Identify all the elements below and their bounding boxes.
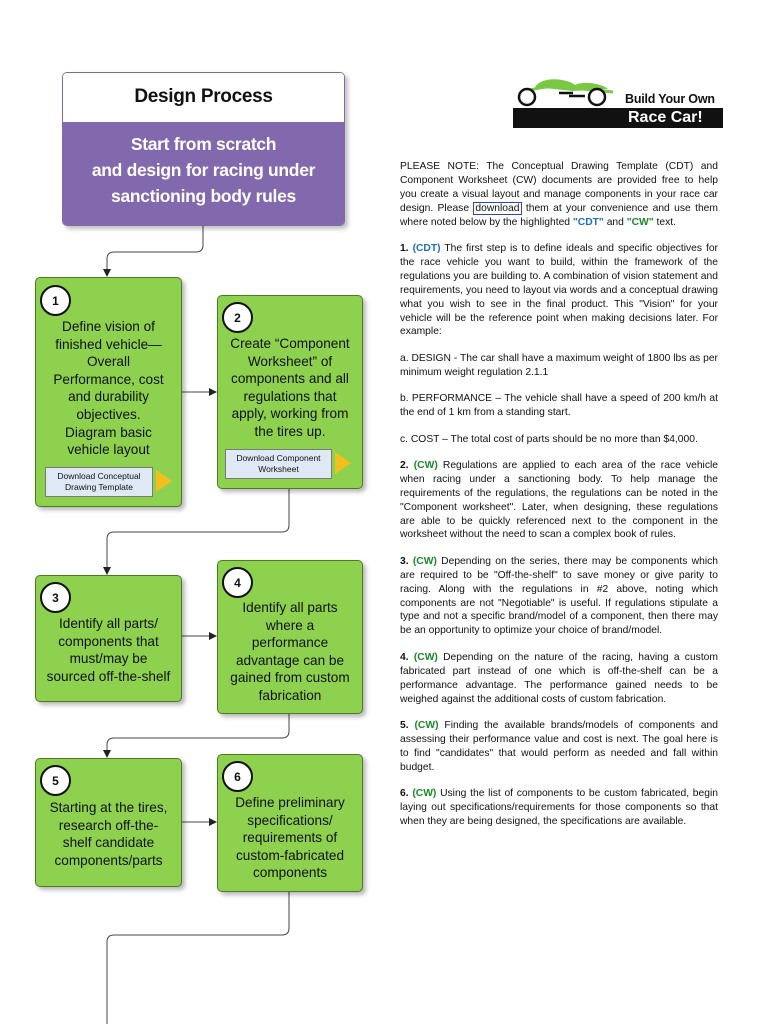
step-line: performance xyxy=(251,635,329,651)
download-component-worksheet-button[interactable] xyxy=(225,449,332,479)
subtitle-line: sanctioning body rules xyxy=(111,186,296,206)
intro-paragraph xyxy=(400,160,718,230)
item-number: 3. xyxy=(400,555,409,567)
step-6-paragraph xyxy=(400,787,718,829)
example-c: c. COST – The total cost of parts should be no more than $4,000. xyxy=(400,433,698,445)
step-line: Starting at the tires, xyxy=(49,800,168,815)
cw-tag: (CW) xyxy=(412,788,437,800)
step-line: gained from custom xyxy=(230,670,350,686)
subtitle-line: and design for racing under xyxy=(91,160,316,180)
download-conceptual-drawing-template-button[interactable] xyxy=(45,467,153,497)
step-6-text xyxy=(222,794,358,882)
step-line: components and all xyxy=(231,371,349,387)
step-6-box xyxy=(217,754,363,892)
step-line: vehicle layout xyxy=(67,442,150,458)
build-your-own-race-car-logo xyxy=(513,75,723,130)
design-process-title: Design Process xyxy=(63,73,344,120)
step-line: apply, working from xyxy=(231,406,349,422)
step-line: Worksheet” of xyxy=(247,353,333,369)
button-line: Worksheet xyxy=(258,464,299,474)
subtitle-line: Start from scratch xyxy=(130,134,277,154)
design-process-header xyxy=(62,72,345,226)
logo-title: Race Car! xyxy=(628,109,703,126)
item-number: 2. xyxy=(400,459,409,471)
text: Regulations are applied to each area of the race vehicle when racing under a sanctioning body. To help manage the requirements of the regulations, the regulations can be noted in the "Component worksheet". Later, when designing, these regulations are able to be quickly referenced next to the component in the worksheet without the need to scan a complex book of rules. xyxy=(400,459,718,541)
step-4-box xyxy=(217,560,363,714)
step-number-badge: 6 xyxy=(222,761,253,792)
step-line: the tires up. xyxy=(254,423,326,439)
step-5-paragraph xyxy=(400,719,718,775)
example-b: b. PERFORMANCE – The vehicle shall have a speed of 200 km/h at the end of 1 km from a standing start. xyxy=(400,393,718,419)
step-line: components that xyxy=(58,633,159,649)
cw-highlight: "CW" xyxy=(626,216,654,228)
step-line: advantage can be xyxy=(235,652,345,668)
text: Depending on the series, there may be components which are required to be "Off-the-shelf" to save money or give parity to racing. Along with the regulations in #2 above, noting which components are not "Negotiable" is useful. If regulations stipulate a type and not a specific brand/model of a component, then there may be an opportunity to optimize your choice of brand/model. xyxy=(400,555,718,637)
step-line: objectives. xyxy=(76,406,141,422)
text: Using the list of components to be custom fabricated, begin laying out specifications/requirements for those components so that when they are being designed, the specifications are available. xyxy=(400,788,718,827)
step-line: where a xyxy=(265,617,315,633)
logo-tagline: Build Your Own xyxy=(625,92,715,106)
text: and xyxy=(603,216,627,228)
play-arrow-icon[interactable] xyxy=(156,470,172,492)
item-number: 6. xyxy=(400,788,409,800)
text: The first step is to define ideals and specific objectives for the race vehicle you want to build, within the framework of the regulations you are building to. A combination of vision statement and requirements, you need to layout via words and a conceptual drawing what you wish to see in the final product. This "Vision" for your vehicle will be the reference point when making decisions later. For example: xyxy=(400,243,718,338)
step-4-paragraph xyxy=(400,651,718,707)
step-2-paragraph xyxy=(400,459,718,542)
step-1-paragraph xyxy=(400,242,718,339)
item-number: 4. xyxy=(400,651,409,663)
step-line: specifications/ xyxy=(247,812,333,828)
step-line: components/parts xyxy=(54,852,163,868)
button-line: Drawing Template xyxy=(65,482,133,492)
step-line: Identify all parts xyxy=(242,600,338,615)
step-line: shelf candidate xyxy=(62,835,155,851)
step-line: regulations that xyxy=(243,388,337,404)
download-link[interactable]: download xyxy=(475,202,520,214)
text: PLEASE NOTE: The Conceptual Drawing Template (CDT) and Component Worksheet (CW) documents are provided free to help you create a visual layout and manage components in your race car design. Please xyxy=(400,161,718,214)
text: them at your convenience and use them where noted below by the highlighted xyxy=(400,202,718,228)
cdt-tag: (CDT) xyxy=(412,243,441,255)
step-line: requirements of xyxy=(242,830,338,846)
step-number-badge: 4 xyxy=(222,567,253,598)
step-number-badge: 1 xyxy=(40,285,71,316)
cw-tag: (CW) xyxy=(414,719,439,731)
step-line: Create “Component xyxy=(230,336,350,351)
step-3-box xyxy=(35,575,182,702)
step-line: Define vision of xyxy=(62,319,155,334)
step-line: Performance, cost xyxy=(53,371,164,387)
step-5-box xyxy=(35,758,182,887)
item-number: 1. xyxy=(400,243,409,255)
step-1-text xyxy=(40,318,177,459)
notes-column xyxy=(400,160,718,841)
step-line: finished vehicle— xyxy=(55,336,162,352)
step-3-paragraph xyxy=(400,555,718,638)
step-line: Diagram basic xyxy=(65,424,152,440)
step-line: sourced off-the-shelf xyxy=(46,668,171,684)
text: Depending on the nature of the racing, having a custom fabricated part instead of one which is off-the-shelf can be a performance advantage. The performance gained needs to be weighed against the additional costs of custom fabrication. xyxy=(400,651,718,705)
button-line: Download Conceptual xyxy=(57,471,141,481)
text: text. xyxy=(653,216,676,228)
step-line: Overall xyxy=(86,354,131,370)
step-line: fabrication xyxy=(258,687,322,703)
step-1-box xyxy=(35,277,182,507)
step-number-badge: 3 xyxy=(40,582,71,613)
step-3-text xyxy=(40,615,177,685)
cdt-highlight: "CDT" xyxy=(572,216,604,228)
cw-tag: (CW) xyxy=(412,555,437,567)
step-line: Identify all parts/ xyxy=(59,616,158,631)
cw-tag: (CW) xyxy=(413,459,438,471)
item-number: 5. xyxy=(400,719,409,731)
button-line: Download Component xyxy=(236,453,321,463)
example-a: a. DESIGN - The car shall have a maximum weight of 1800 lbs as per minimum weight regulation 2.1.1 xyxy=(400,352,718,378)
step-line: components xyxy=(252,865,328,881)
play-arrow-icon[interactable] xyxy=(335,452,351,474)
step-2-box xyxy=(217,295,363,489)
step-2-text xyxy=(222,335,358,441)
step-5-text xyxy=(40,799,177,869)
step-number-badge: 5 xyxy=(40,765,71,796)
step-line: custom-fabricated xyxy=(235,847,345,863)
design-process-subtitle xyxy=(63,122,344,225)
step-number-badge: 2 xyxy=(222,302,253,333)
text: Finding the available brands/models of components and assessing their performance value and cost is next. The goal here is to find "candidates" that would perform as needed and fall within budget. xyxy=(400,719,718,773)
step-4-text xyxy=(222,599,358,705)
cw-tag: (CW) xyxy=(413,651,438,663)
step-line: must/may be xyxy=(69,651,148,667)
step-line: and durability xyxy=(68,389,149,405)
step-line: research off-the- xyxy=(58,817,159,833)
step-line: Define preliminary xyxy=(235,795,345,810)
